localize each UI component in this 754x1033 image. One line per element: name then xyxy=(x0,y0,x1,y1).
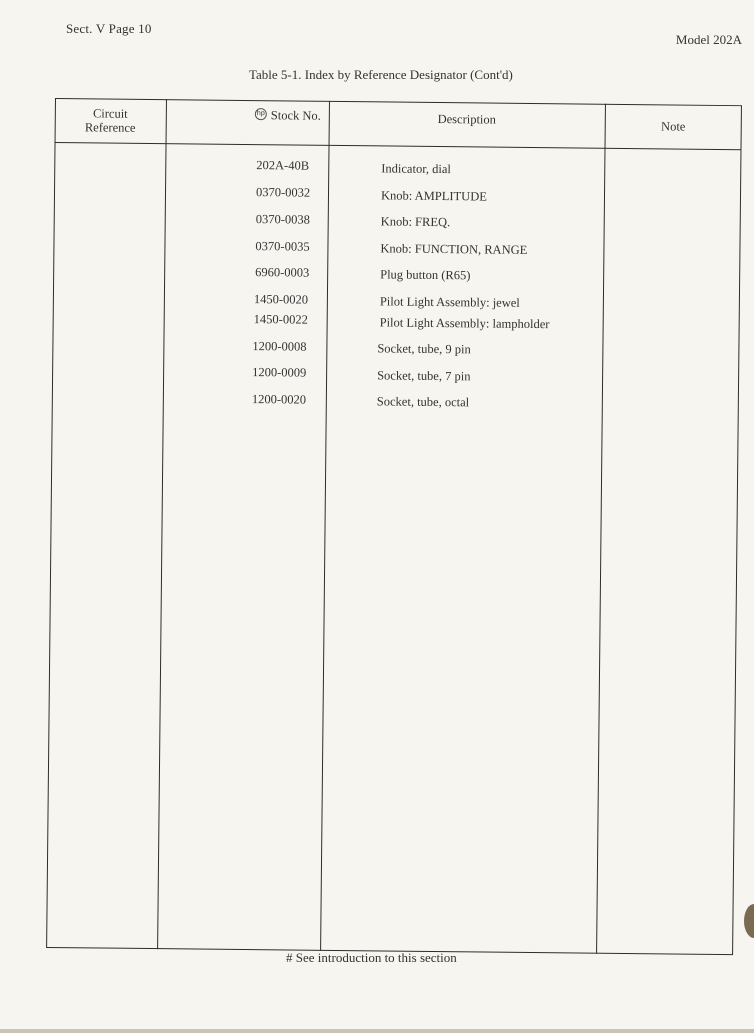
column-header-description xyxy=(329,101,605,148)
stock-number-cell: 1450-0020 xyxy=(253,292,309,307)
section-page-label: Sect. V Page 10 xyxy=(66,21,152,36)
binder-hole xyxy=(744,904,754,938)
column-header-label: Note xyxy=(661,119,686,134)
stock-number-cell: 202A-40B xyxy=(256,158,310,173)
column-header-label: Circuit Reference xyxy=(84,106,136,135)
column-header-note xyxy=(605,104,742,149)
footnote: # See introduction to this section xyxy=(286,950,457,965)
stock-number-cell: 6960-0003 xyxy=(255,265,310,280)
description-cell: Socket, tube, octal xyxy=(376,394,470,410)
stock-number-cell: 0370-0032 xyxy=(255,185,311,200)
parts-index-table xyxy=(46,98,742,955)
description-cell: Socket, tube, 7 pin xyxy=(377,368,471,384)
description-cell: Indicator, dial xyxy=(381,161,451,177)
stock-number-cell: 1200-0009 xyxy=(252,365,307,380)
stock-number-cell: 0370-0038 xyxy=(255,212,310,227)
column-header-label: Description xyxy=(437,112,497,127)
stock-number-cell: 1450-0022 xyxy=(253,312,308,327)
column-header-label: Stock No. xyxy=(270,108,321,123)
description-cell: Knob: AMPLITUDE xyxy=(380,188,487,204)
description-cell: Socket, tube, 9 pin xyxy=(377,341,471,357)
column-header-circuit-reference xyxy=(55,98,166,143)
stock-number-cell: 1200-0020 xyxy=(251,392,307,407)
model-label: Model 202A xyxy=(675,32,742,47)
column-header-stock-no xyxy=(166,99,329,145)
page-edge xyxy=(0,1029,754,1033)
description-cell: Knob: FUNCTION, RANGE xyxy=(380,241,528,257)
description-cell: Pilot Light Assembly: lampholder xyxy=(379,315,550,332)
description-cell: Plug button (R65) xyxy=(380,267,471,283)
description-cell: Knob: FREQ. xyxy=(380,214,451,230)
stock-number-cell: 0370-0035 xyxy=(255,239,310,254)
description-cell: Pilot Light Assembly: jewel xyxy=(379,294,520,310)
table-title: Table 5-1. Index by Reference Designator (Cont'd) xyxy=(249,67,513,82)
stock-number-cell: 1200-0008 xyxy=(252,339,307,354)
hp-logo-icon: hp xyxy=(255,108,267,120)
